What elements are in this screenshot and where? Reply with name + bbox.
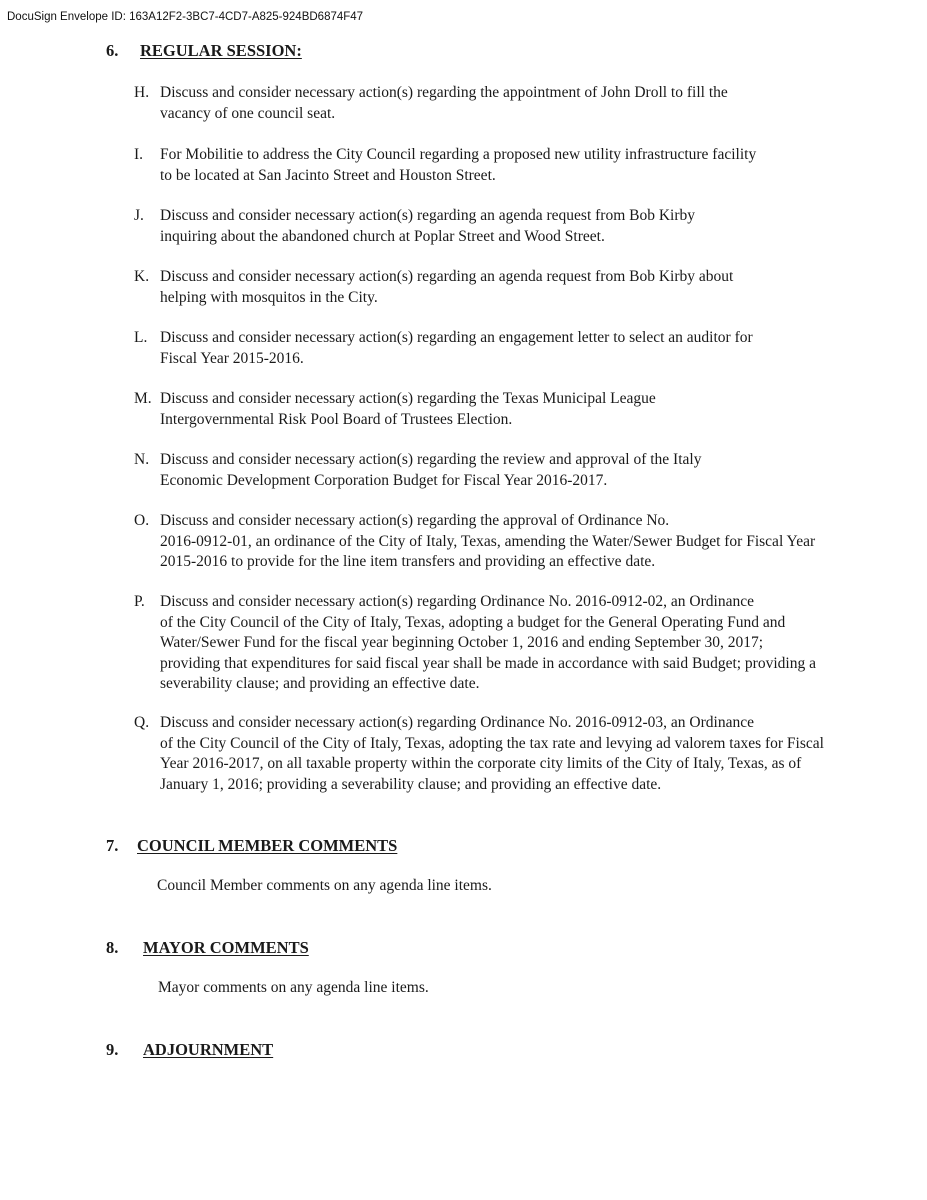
item-text-first-line: Discuss and consider necessary action(s) regarding Ordinance No. 2016-0912-02, an Ordinance [160,593,754,610]
section-heading-regular-session [106,41,302,61]
section-heading-council-comments [106,836,397,856]
agenda-item-l [134,328,824,369]
agenda-item-n [134,450,824,491]
item-letter: I. [134,146,144,163]
item-letter: O. [134,512,150,529]
item-text-continued: of the City Council of the City of Italy, Texas, adopting the tax rate and levying ad valorem taxes for Fiscal Year 2016-2017, on all taxable property within the corporate city limits of the City of Italy, Texas, as of January 1, 2016; providing a severability clause; and providing an effective date. [160,734,824,793]
section-title: REGULAR SESSION: [140,41,302,60]
agenda-item-i [134,145,824,186]
section-number: 6. [106,41,119,60]
agenda-item-m [134,389,824,430]
item-letter: Q. [134,714,150,731]
item-text-first-line: Discuss and consider necessary action(s) regarding the appointment of John Droll to fill the [160,84,728,101]
item-text-first-line: Discuss and consider necessary action(s) regarding Ordinance No. 2016-0912-03, an Ordinance [160,714,754,731]
section-title: MAYOR COMMENTS [143,938,309,957]
item-text-first-line: Discuss and consider necessary action(s) regarding an engagement letter to select an auditor for [160,329,753,346]
item-letter: K. [134,268,150,285]
item-text-first-line: Discuss and consider necessary action(s) regarding the review and approval of the Italy [160,451,702,468]
item-text-continued: inquiring about the abandoned church at Poplar Street and Wood Street. [160,227,605,245]
section-number: 8. [106,938,119,957]
agenda-item-q [134,713,824,795]
section-title: ADJOURNMENT [143,1040,274,1059]
section-heading-adjournment [106,1040,273,1060]
item-letter: J. [134,207,144,224]
mayor-comments-text: Mayor comments on any agenda line items. [158,979,429,996]
agenda-item-p [134,592,824,695]
item-text-continued: to be located at San Jacinto Street and Houston Street. [160,166,496,184]
item-text-continued: Fiscal Year 2015-2016. [160,349,304,367]
section-number: 7. [106,836,119,855]
section-title: COUNCIL MEMBER COMMENTS [137,836,398,855]
item-text-continued: of the City Council of the City of Italy, Texas, adopting a budget for the General Operating Fund and Water/Sewer Fund for the fiscal year beginning October 1, 2016 and ending September 30, 2017; providing that expenditures for said fiscal year shall be made in accordance with said Budget; providing a severability clause; and providing an effective date. [160,613,816,692]
item-letter: L. [134,329,148,346]
agenda-item-k [134,267,824,308]
section-number: 9. [106,1040,119,1059]
item-text-first-line: Discuss and consider necessary action(s) regarding the Texas Municipal League [160,390,656,407]
item-text-first-line: Discuss and consider necessary action(s) regarding the approval of Ordinance No. [160,512,670,529]
agenda-item-j [134,206,824,247]
item-text-continued: Economic Development Corporation Budget for Fiscal Year 2016-2017. [160,471,608,489]
item-letter: N. [134,451,150,468]
item-text-continued: Intergovernmental Risk Pool Board of Trustees Election. [160,410,513,428]
item-text-first-line: For Mobilitie to address the City Council regarding a proposed new utility infrastructure facility [160,146,757,163]
item-letter: H. [134,84,150,101]
item-letter: P. [134,593,145,610]
agenda-item-o [134,511,824,573]
docusign-envelope-id: DocuSign Envelope ID: 163A12F2-3BC7-4CD7-A825-924BD6874F47 [7,11,364,23]
item-letter: M. [134,390,152,407]
section-heading-mayor-comments [106,938,309,958]
item-text-continued: helping with mosquitos in the City. [160,288,378,306]
item-text-first-line: Discuss and consider necessary action(s) regarding an agenda request from Bob Kirby [160,207,696,224]
item-text-continued: 2016-0912-01, an ordinance of the City of Italy, Texas, amending the Water/Sewer Budget for Fiscal Year 2015-2016 to provide for the line item transfers and providing an effective date. [160,532,816,570]
council-comments-text: Council Member comments on any agenda line items. [157,877,492,894]
item-text-first-line: Discuss and consider necessary action(s) regarding an agenda request from Bob Kirby about [160,268,734,285]
item-text-continued: vacancy of one council seat. [160,104,336,122]
agenda-item-h [134,83,824,124]
